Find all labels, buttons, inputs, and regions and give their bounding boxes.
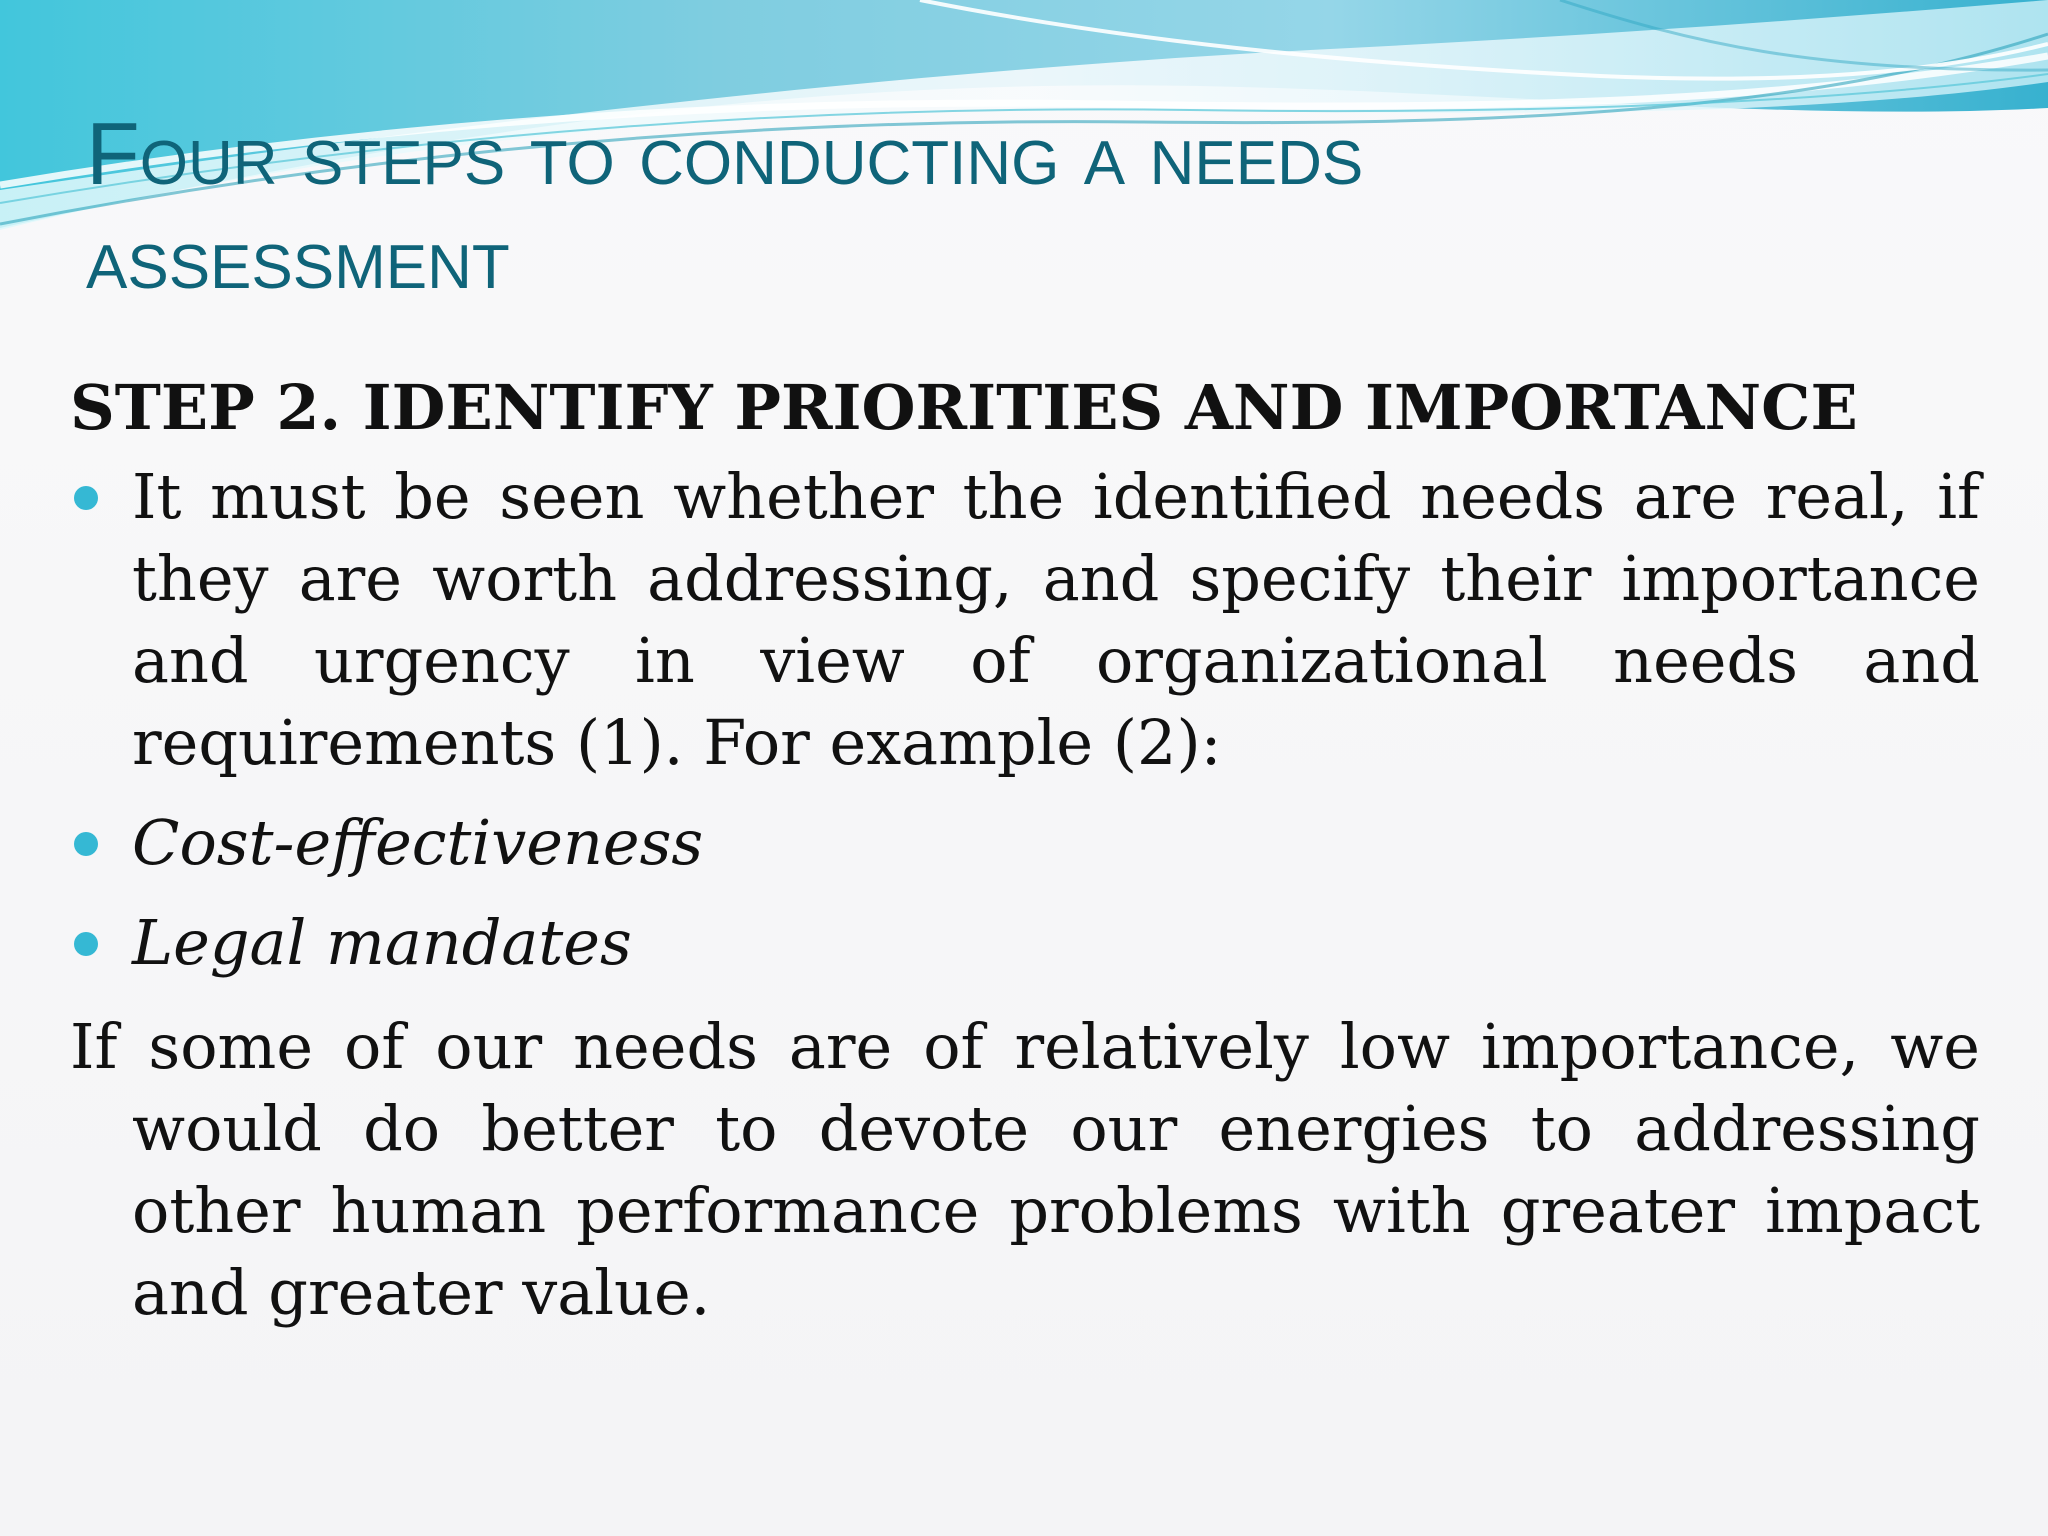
- slide-title-line-2: assessment: [86, 208, 510, 307]
- bullet-text: It must be seen whether the identified needs are real, if they are worth addressing, and specify their importance and urgency in view of organizational needs and requirements (1). For example (2):: [132, 460, 1980, 779]
- bullet-icon: [74, 932, 98, 956]
- bullet-list: [70, 456, 1980, 984]
- list-item: [70, 902, 1980, 984]
- bullet-text: Legal mandates: [132, 906, 632, 979]
- step-heading: STEP 2. IDENTIFY PRIORITIES AND IMPORTANCE: [70, 371, 1858, 444]
- slide-title: [86, 102, 1986, 310]
- closing-paragraph: If some of our needs are of relatively low importance, we would do better to devote our energies to addressing other human performance problems with greater impact and greater value.: [70, 1010, 1980, 1329]
- slide-body: [70, 370, 1980, 1334]
- slide-title-line-1: Four steps to conducting a needs: [86, 104, 1364, 203]
- bullet-icon: [74, 486, 98, 510]
- bullet-text: Cost-effectiveness: [132, 806, 704, 879]
- bullet-icon: [74, 832, 98, 856]
- list-item: [70, 456, 1980, 784]
- list-item: [70, 802, 1980, 884]
